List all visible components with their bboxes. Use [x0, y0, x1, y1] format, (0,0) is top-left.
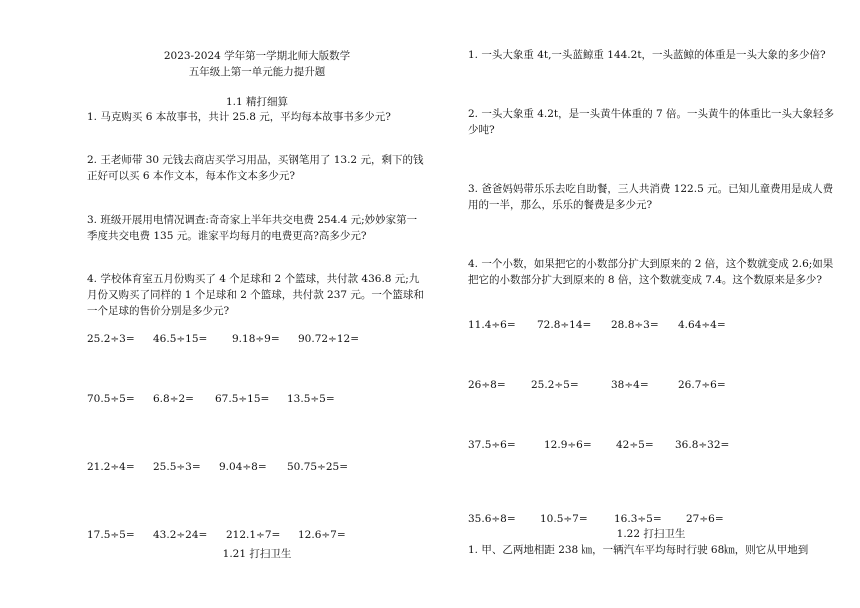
question-5: 1. 甲、乙两地相距 238 ㎞，一辆汽车平均每时行驶 68㎞，则它从甲地到 [468, 544, 809, 556]
calc-item: 4.64÷4= [678, 319, 726, 331]
calc-item: 67.5÷15= [215, 393, 270, 405]
doc-title-line2: 五年级上第一单元能力提升题 [188, 66, 326, 78]
calc-item: 70.5÷5= [87, 393, 135, 405]
doc-title-line1: 2023-2024 学年第一学期北师大版数学 [163, 50, 351, 62]
calc-item: 46.5÷15= [153, 333, 208, 345]
calc-item: 21.2÷4= [87, 461, 135, 473]
calc-item: 25.2÷3= [87, 333, 135, 345]
calc-item: 27÷6= [686, 513, 724, 525]
calc-item: 42÷5= [616, 439, 654, 451]
calc-item: 37.5÷6= [468, 439, 516, 451]
calc-item: 28.8÷3= [611, 319, 659, 331]
question-2: 2. 一头大象重 4.2t，是一头黄牛体重的 7 倍。一头黄牛的体重比一头大象轻多少吨? [468, 108, 834, 136]
calc-item: 25.2÷5= [531, 379, 579, 391]
calc-item: 12.6÷7= [298, 529, 346, 541]
calc-item: 26÷8= [468, 379, 506, 391]
calc-item: 212.1÷7= [226, 529, 281, 541]
calc-item: 17.5÷5= [87, 529, 135, 541]
section-footer: 1.21 打扫卫生 [222, 548, 292, 560]
calc-item: 12.9÷6= [544, 439, 592, 451]
calc-item: 36.8÷32= [675, 439, 730, 451]
question-1: 1. 一头大象重 4t,一头蓝鲸重 144.2t，一头蓝鲸的体重是一头大象的多少倍? [468, 49, 826, 61]
calc-item: 9.04÷8= [219, 461, 267, 473]
question-3: 3. 班级开展用电情况调查:奇奇家上半年共交电费 254.4 元;妙妙家第一季度共交电费 135 元。谁家平均每月的电费更高?高多少元? [87, 214, 418, 242]
calc-item: 10.5÷7= [540, 513, 588, 525]
calc-item: 16.3÷5= [614, 513, 662, 525]
calc-item: 43.2÷24= [153, 529, 208, 541]
calc-item: 38÷4= [611, 379, 649, 391]
calc-item: 6.8÷2= [153, 393, 194, 405]
section-heading-1-1: 1.1 精打细算 [225, 96, 289, 108]
question-2: 2. 王老师带 30 元钱去商店买学习用品，买钢笔用了 13.2 元，剩下的钱正好可以买 6 本作文本，每本作文本多少元? [87, 154, 424, 182]
calc-item: 13.5÷5= [287, 393, 335, 405]
question-4: 4. 学校体育室五月份购买了 4 个足球和 2 个篮球，共付款 436.8 元;九月份又购买了同样的 1 个足球和 2 个篮球，共付款 237 元。一个篮球和一个足球的售价分别是多少元? [87, 273, 424, 317]
calc-item: 11.4÷6= [468, 319, 516, 331]
question-1: 1. 马克购买 6 本故事书，共计 25.8 元，平均每本故事书多少元? [87, 111, 391, 123]
calc-item: 25.5÷3= [153, 461, 201, 473]
calc-item: 90.72÷12= [298, 333, 360, 345]
calc-item: 35.6÷8= [468, 513, 516, 525]
calc-item: 50.75÷25= [287, 461, 349, 473]
section-heading-1-22: 1.22 打扫卫生 [616, 528, 686, 540]
calc-item: 9.18÷9= [232, 333, 280, 345]
question-4: 4. 一个小数，如果把它的小数部分扩大到原来的 2 倍，这个数就变成 2.6;如果把它的小数部分扩大到原来的 8 倍，这个数就变成 7.4。这个数原来是多少? [468, 258, 834, 286]
calc-item: 72.8÷14= [537, 319, 592, 331]
calc-item: 26.7÷6= [678, 379, 726, 391]
question-3: 3. 爸爸妈妈带乐乐去吃自助餐，三人共消费 122.5 元。已知儿童费用是成人费用的一半，那么，乐乐的餐费是多少元? [468, 183, 834, 211]
